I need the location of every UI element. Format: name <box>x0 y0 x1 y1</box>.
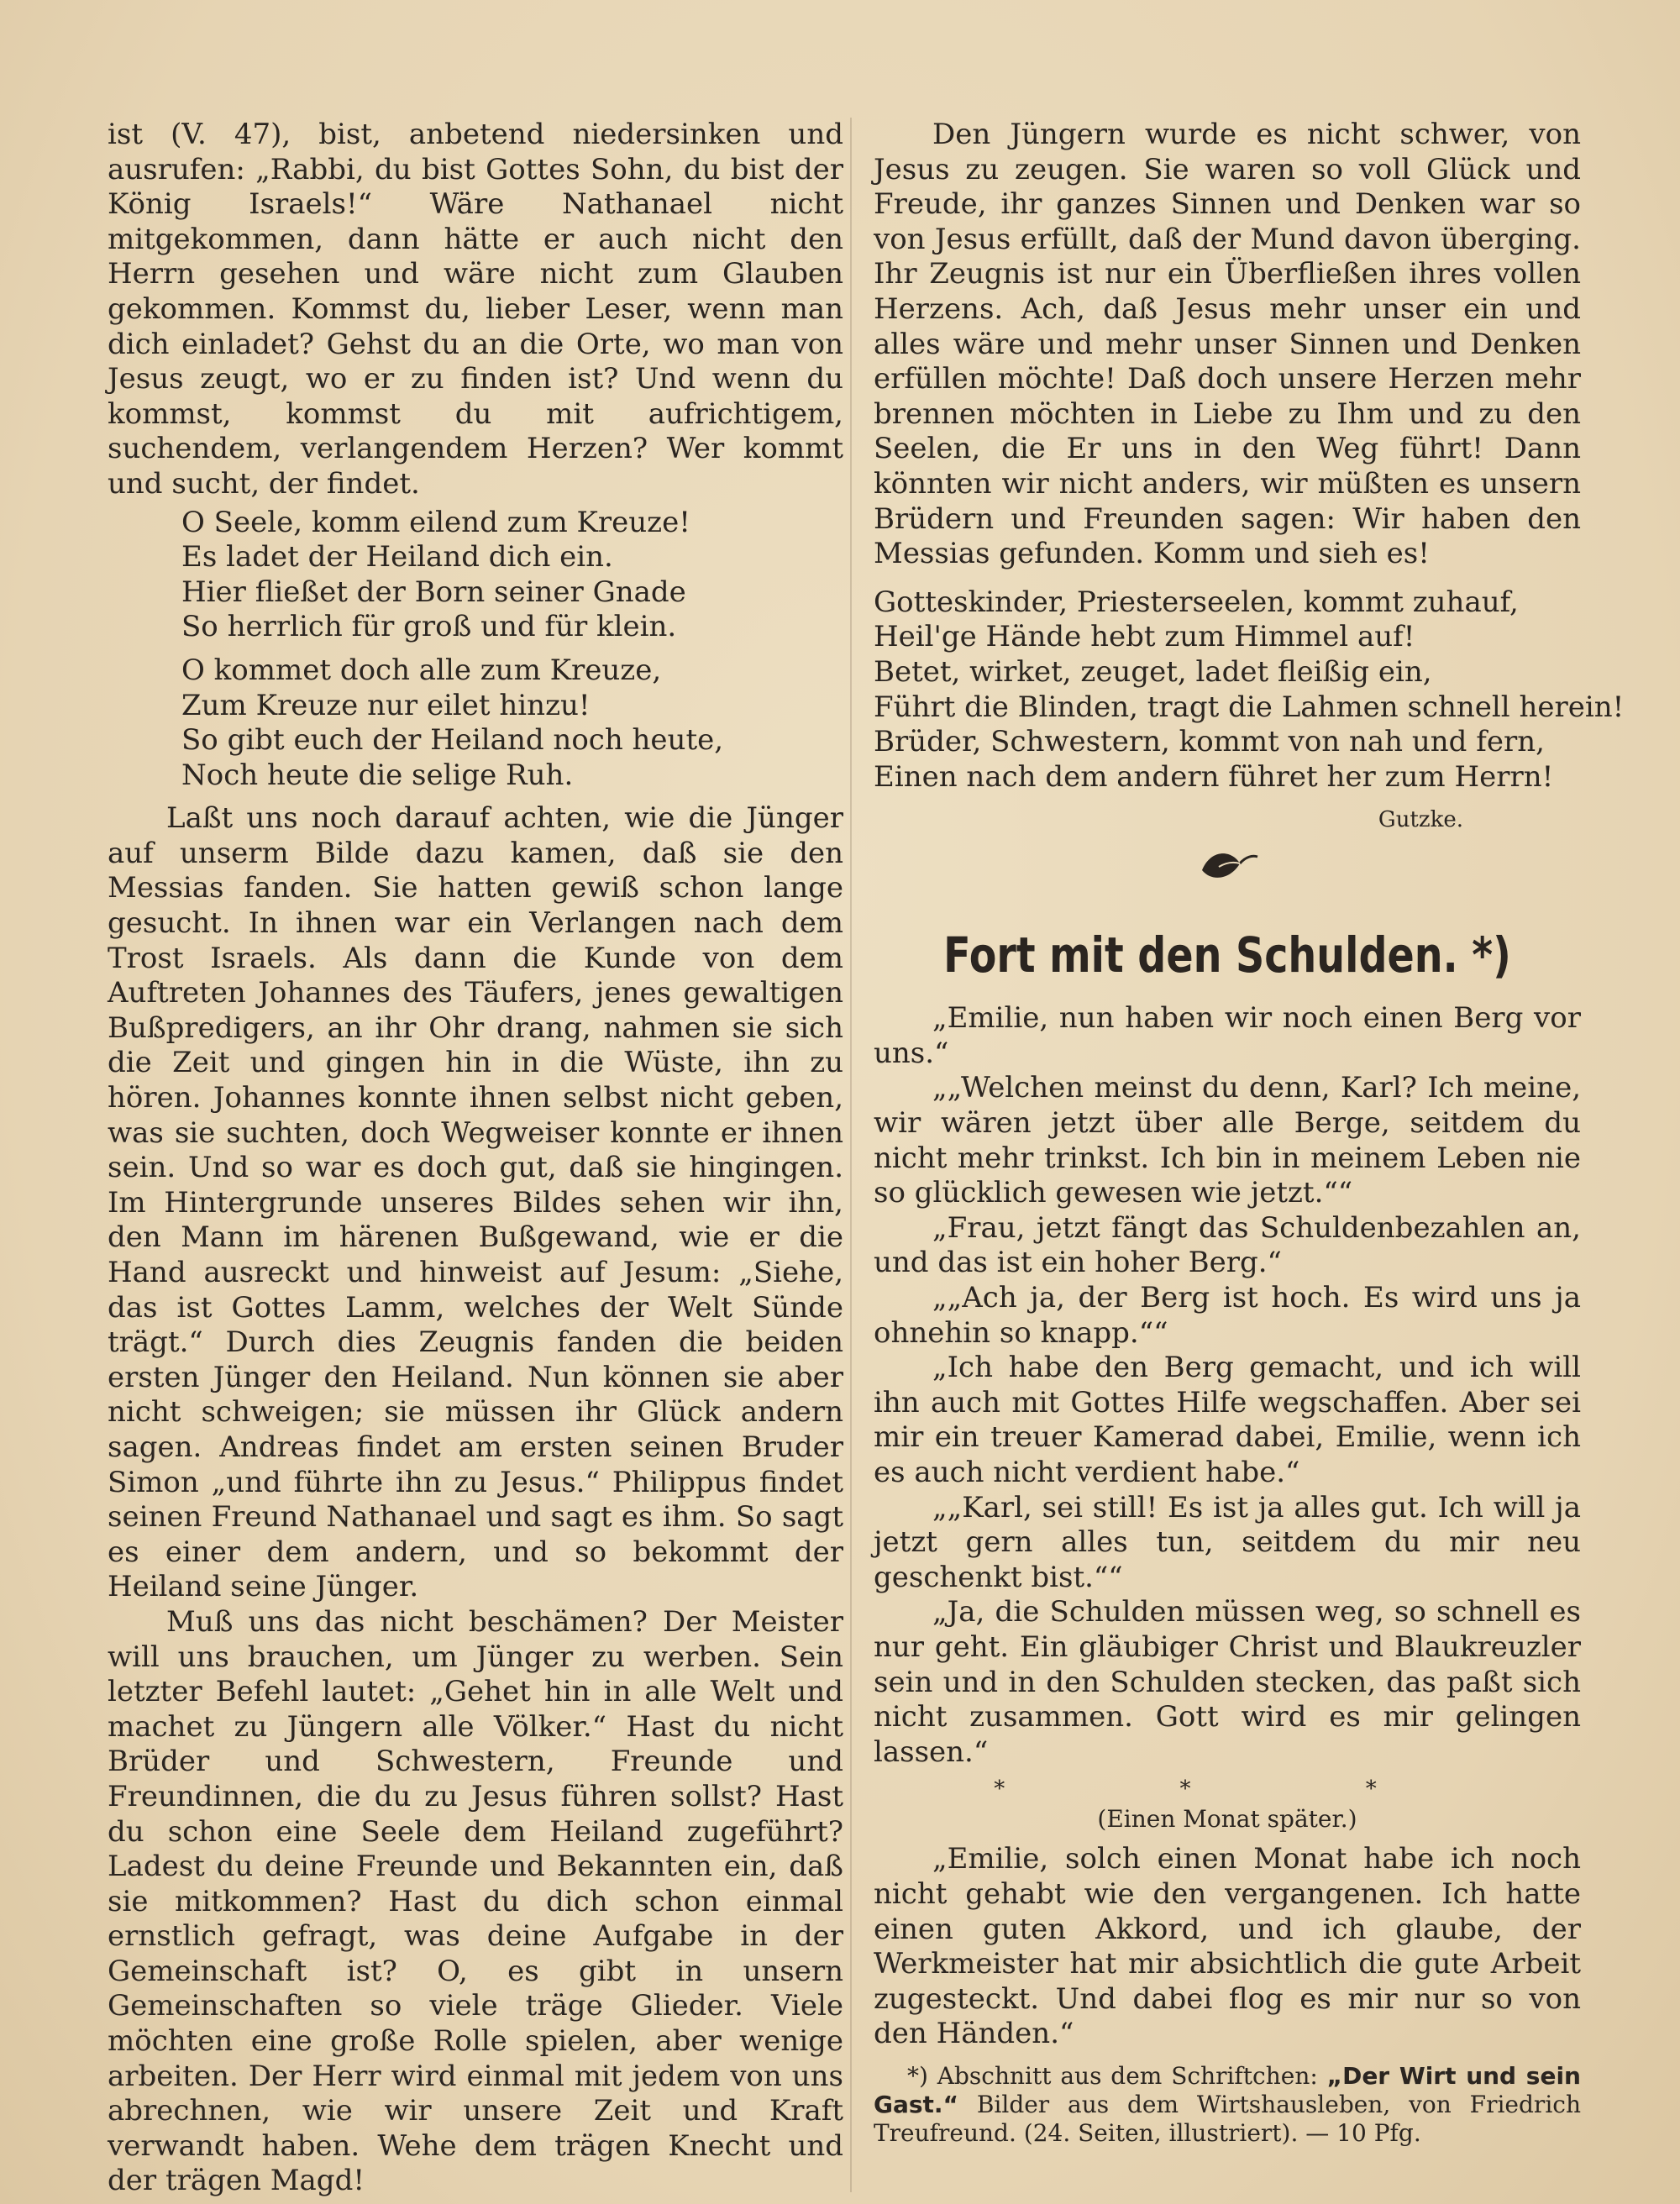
poem-line: Heil'ge Hände hebt zum Himmel auf! <box>874 620 1415 654</box>
left-paragraph-2: Laßt uns noch darauf achten, wie die Jünger auf unserm Bilde dazu kamen, daß sie den Messias fanden. Sie hatten gewiß schon lange gesucht. In ihnen war ein Verlangen nach dem Trost Israels. Als dann die Kunde von dem Auftreten Johannes des Täufers, jenes gewaltigen Bußpredigers, an ihr Ohr drang, nahmen sie sich die Zeit und gingen hin in die Wüste, ihn zu hören. Johannes konnte ihnen selbst nicht geben, was sie suchten, doch Wegweiser konnte er ihnen sein. Und so war es doch gut, daß sie hingingen. Im Hintergrunde unseres Bildes sehen wir ihn, den Mann im härenen Bußgewand, wie er die Hand ausreckt und hinweist auf Jesum: „Siehe, das ist Gottes Lamm, welches der Welt Sünde trägt.“ Durch dies Zeugnis fanden die beiden ersten Jünger den Heiland. Nun können sie aber nicht schweigen; sie müssen ihr Glück andern sagen. Andreas findet am ersten seinen Bruder Simon „und führte ihn zu Jesus.“ Philippus findet seinen Freund Nathanael und sagt es ihm. So sagt es einer dem andern, und so bekommt der Heiland seine Jünger. <box>108 801 843 1604</box>
right-paragraph-1: Den Jüngern wurde es nicht schwer, von Jesus zu zeugen. Sie waren so voll Glück und Freude, ihr ganzes Sinnen und Denken war so von Jesus erfüllt, daß der Mund davon überging. Ihr Zeugnis ist nur ein Überfließen ihres vollen Herzens. Ach, daß Jesus mehr unser ein und alles wäre und mehr unser Sinnen und Denken erfüllen möchte! Daß doch unsere Herzen mehr brennen möchten in Liebe zu Ihm und zu den Seelen, die Er uns in den Weg führt! Dann könnten wir nicht anders, wir müßten es unsern Brüdern und Freunden sagen: Wir haben den Messias gefunden. Komm und sieh es! <box>874 118 1581 571</box>
footnote <box>874 2062 1581 2148</box>
poem-line: Gotteskinder, Priesterseelen, kommt zuhauf, <box>874 585 1519 619</box>
leaf-ornament-icon <box>874 845 1581 904</box>
poem-line: Hier fließet der Born seiner Gnade <box>181 575 686 609</box>
dialogue-line: „Ich habe den Berg gemacht, und ich will ihn auch mit Gottes Hilfe wegschaffen. Aber sei mir ein treuer Kamerad dabei, Emilie, wenn ich es auch nicht verdient habe.“ <box>874 1351 1581 1489</box>
dialogue-line: „„Karl, sei still! Es ist ja alles gut. Ich will ja jetzt gern alles tun, seitdem du mir neu geschenkt bist.““ <box>874 1490 1581 1594</box>
left-column <box>108 118 843 2199</box>
dialogue-line: „„Ach ja, der Berg ist hoch. Es wird uns ja ohnehin so knapp.““ <box>874 1281 1581 1350</box>
footnote-title: „Der Wirt und sein Gast.“ <box>874 2061 1581 2118</box>
poem-line: Zum Kreuze nur eilet hinzu! <box>181 688 591 722</box>
left-poem-stanza-2 <box>108 653 843 793</box>
footnote-rest: Bilder aus dem Wirtshausleben, von Friedrich Treufreund. (24. Seiten, illustriert). — 10 Pfg. <box>874 2090 1581 2147</box>
poem-line: So herrlich für groß und für klein. <box>181 610 677 644</box>
poem-line: O kommet doch alle zum Kreuze, <box>181 653 662 687</box>
poem-line: Noch heute die selige Ruh. <box>181 758 574 792</box>
dialogue-line: „„Welchen meinst du denn, Karl? Ich meine, wir wären jetzt über alle Berge, seitdem du nicht mehr trinkst. Ich bin in meinem Leben nie so glücklich gewesen wie jetzt.““ <box>874 1071 1581 1210</box>
footnote-prefix: *) Abschnitt aus dem Schriftchen: <box>907 2061 1318 2090</box>
poem-line: Führt die Blinden, tragt die Lahmen schnell herein! <box>874 690 1625 724</box>
section-separator-stars: * * * <box>994 1776 1461 1803</box>
poem-line: Betet, wirket, zeuget, ladet fleißig ein, <box>874 654 1432 689</box>
left-poem-stanza-1 <box>108 506 843 645</box>
poem-line: Einen nach dem andern führet her zum Herrn! <box>874 759 1554 794</box>
poem-line: Es ladet der Heiland dich ein. <box>181 540 613 575</box>
poem-author: Gutzke. <box>1378 807 1463 833</box>
left-paragraph-3: Muß uns das nicht beschämen? Der Meister will uns brauchen, um Jünger zu werben. Sein letzter Befehl lautet: „Gehet hin in alle Welt und machet zu Jüngern alle Völker.“ Hast du nicht Brüder und Schwestern, Freunde und Freundinnen, die du zu Jesus führen sollst? Hast du schon eine Seele dem Heiland zugeführt? Ladest du deine Freunde und Bekannten ein, daß sie mitkommen? Hast du dich schon einmal ernstlich gefragt, was deine Aufgabe in der Gemeinschaft ist? O, es gibt in unsern Gemeinschaften so viele träge Glieder. Viele möchten eine große Rolle spielen, aber wenige arbeiten. Der Herr wird einmal mit jedem von uns abrechnen, wie wir unsere Zeit und Kraft verwandt haben. Wehe dem trägen Knecht und der trägen Magd! <box>108 1604 843 2198</box>
dialogue-line: „Ja, die Schulden müssen weg, so schnell es nur geht. Ein gläubiger Christ und Blaukreuzler sein und in den Schulden stecken, das paßt sich nicht zusammen. Gott wird es mir gelingen lassen.“ <box>874 1595 1581 1769</box>
article-title: Fort mit den Schulden. *) <box>943 926 1511 984</box>
dialogue-line: „Emilie, solch einen Monat habe ich noch nicht gehabt wie den vergangenen. Ich hatte einen guten Akkord, und ich glaube, der Werkmeister hat mir absichtlich die gute Arbeit zugesteckt. Und dabei flog es mir nur so von den Händen.“ <box>874 1842 1581 2051</box>
dialogue-line: „Emilie, nun haben wir noch einen Berg vor uns.“ <box>874 1001 1581 1070</box>
left-paragraph-1: ist (V. 47), bist, anbetend niedersinken und ausrufen: „Rabbi, du bist Gottes Sohn, du bist der König Israels!“ Wäre Nathanael nicht mitgekommen, dann hätte er auch nicht den Herrn gesehen und wäre nicht zum Glauben gekommen. Kommst du, lieber Leser, wenn man dich einladet? Gehst du an die Orte, wo man von Jesus zeugt, wo er zu finden ist? Und wenn du kommst, kommst du mit aufrichtigem, suchendem, verlangendem Herzen? Wer kommt und sucht, der findet. <box>108 118 843 501</box>
poem-line: Brüder, Schwestern, kommt von nah und fern, <box>874 725 1545 759</box>
time-note: (Einen Monat später.) <box>1097 1805 1357 1834</box>
column-divider <box>850 118 852 2192</box>
right-column <box>874 118 1625 2148</box>
dialogue-line: „Frau, jetzt fängt das Schuldenbezahlen an, und das ist ein hoher Berg.“ <box>874 1210 1581 1280</box>
right-poem <box>874 585 1625 795</box>
poem-line: O Seele, komm eilend zum Kreuze! <box>181 505 690 539</box>
poem-line: So gibt euch der Heiland noch heute, <box>181 723 724 758</box>
